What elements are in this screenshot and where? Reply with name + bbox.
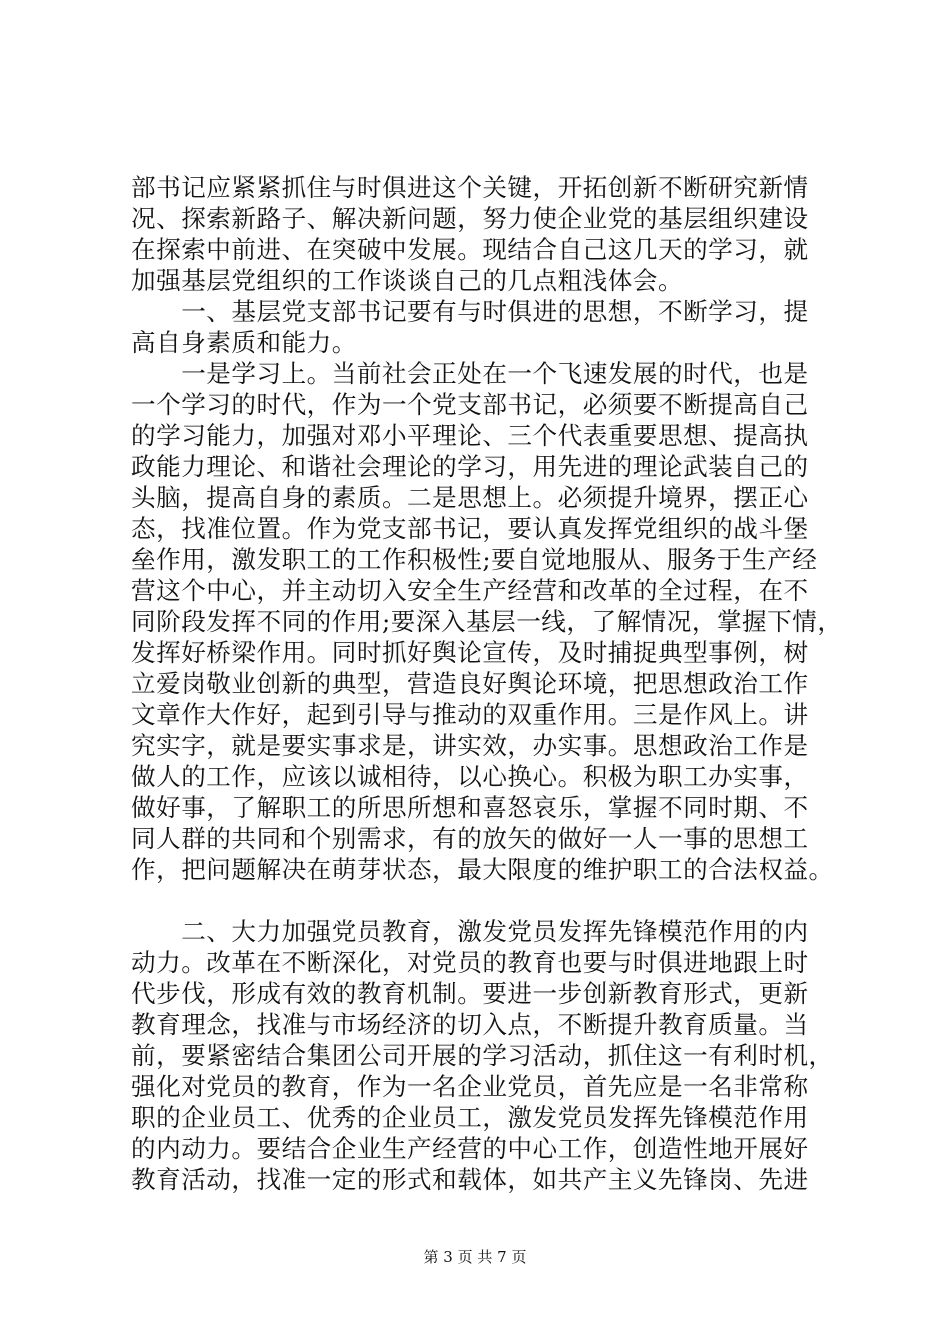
text-line: 部书记应紧紧抓住与时俱进这个关键，开拓创新不断研究新情 <box>131 173 809 202</box>
text-line: 头脑，提高自身的素质。二是思想上。必须提升境界，摆正心 <box>131 483 809 512</box>
text-line: 的学习能力，加强对邓小平理论、三个代表重要思想、提高执 <box>131 421 809 450</box>
text-line: 同人群的共同和个别需求，有的放矢的做好一人一事的思想工 <box>131 824 809 853</box>
text-line: 发挥好桥梁作用。同时抓好舆论宣传，及时捕捉典型事例，树 <box>131 638 809 667</box>
text-line: 在探索中前进、在突破中发展。现结合自己这几天的学习，就 <box>131 235 809 264</box>
text-line: 营这个中心，并主动切入安全生产经营和改革的全过程，在不 <box>131 576 809 605</box>
text-line: 究实字，就是要实事求是，讲实效，办实事。思想政治工作是 <box>131 731 809 760</box>
text-line: 文章作大作好，起到引导与推动的双重作用。三是作风上。讲 <box>131 700 809 729</box>
text-line: 教育活动，找准一定的形式和载体，如共产主义先锋岗、先进 <box>131 1165 809 1194</box>
text-line: 态，找准位置。作为党支部书记，要认真发挥党组织的战斗堡 <box>131 514 809 543</box>
text-line: 加强基层党组织的工作谈谈自己的几点粗浅体会。 <box>131 266 684 295</box>
text-line: 高自身素质和能力。 <box>131 328 357 357</box>
text-line: 一个学习的时代，作为一个党支部书记，必须要不断提高自己 <box>131 390 809 419</box>
text-line: 代步伐，形成有效的教育机制。要进一步创新教育形式，更新 <box>131 979 809 1008</box>
text-line: 职的企业员工、优秀的企业员工，激发党员发挥先锋模范作用 <box>131 1103 809 1132</box>
text-line: 一是学习上。当前社会正处在一个飞速发展的时代，也是 <box>131 359 809 388</box>
text-line: 的内动力。要结合企业生产经营的中心工作，创造性地开展好 <box>131 1134 809 1163</box>
text-line: 作，把问题解决在萌芽状态，最大限度的维护职工的合法权益。 <box>131 855 834 884</box>
text-line: 立爱岗敬业创新的典型，营造良好舆论环境，把思想政治工作 <box>131 669 809 698</box>
text-line: 做人的工作，应该以诚相待，以心换心。积极为职工办实事， <box>131 762 809 791</box>
text-line: 同阶段发挥不同的作用;要深入基层一线，了解情况，掌握下情， <box>131 607 843 636</box>
paragraph-gap <box>131 885 831 916</box>
text-line: 前，要紧密结合集团公司开展的学习活动，抓住这一有利时机， <box>131 1041 834 1070</box>
text-line: 动力。改革在不断深化，对党员的教育也要与时俱进地跟上时 <box>131 948 809 977</box>
text-line: 强化对党员的教育，作为一名企业党员，首先应是一名非常称 <box>131 1072 809 1101</box>
text-line: 二、大力加强党员教育，激发党员发挥先锋模范作用的内 <box>131 917 809 946</box>
page-footer <box>0 1247 950 1267</box>
text-line: 垒作用，激发职工的工作积极性;要自觉地服从、服务于生产经 <box>131 545 818 574</box>
text-line: 教育理念，找准与市场经济的切入点，不断提升教育质量。当 <box>131 1010 809 1039</box>
document-body <box>131 172 843 1195</box>
text-line: 况、探索新路子、解决新问题，努力使企业党的基层组织建设 <box>131 204 809 233</box>
text-line: 一、基层党支部书记要有与时俱进的思想，不断学习，提 <box>131 297 809 326</box>
page-number: 第 3 页 共 7 页 <box>423 1248 527 1266</box>
text-line: 政能力理论、和谐社会理论的学习，用先进的理论武装自己的 <box>131 452 809 481</box>
text-line: 做好事，了解职工的所思所想和喜怒哀乐，掌握不同时期、不 <box>131 793 809 822</box>
